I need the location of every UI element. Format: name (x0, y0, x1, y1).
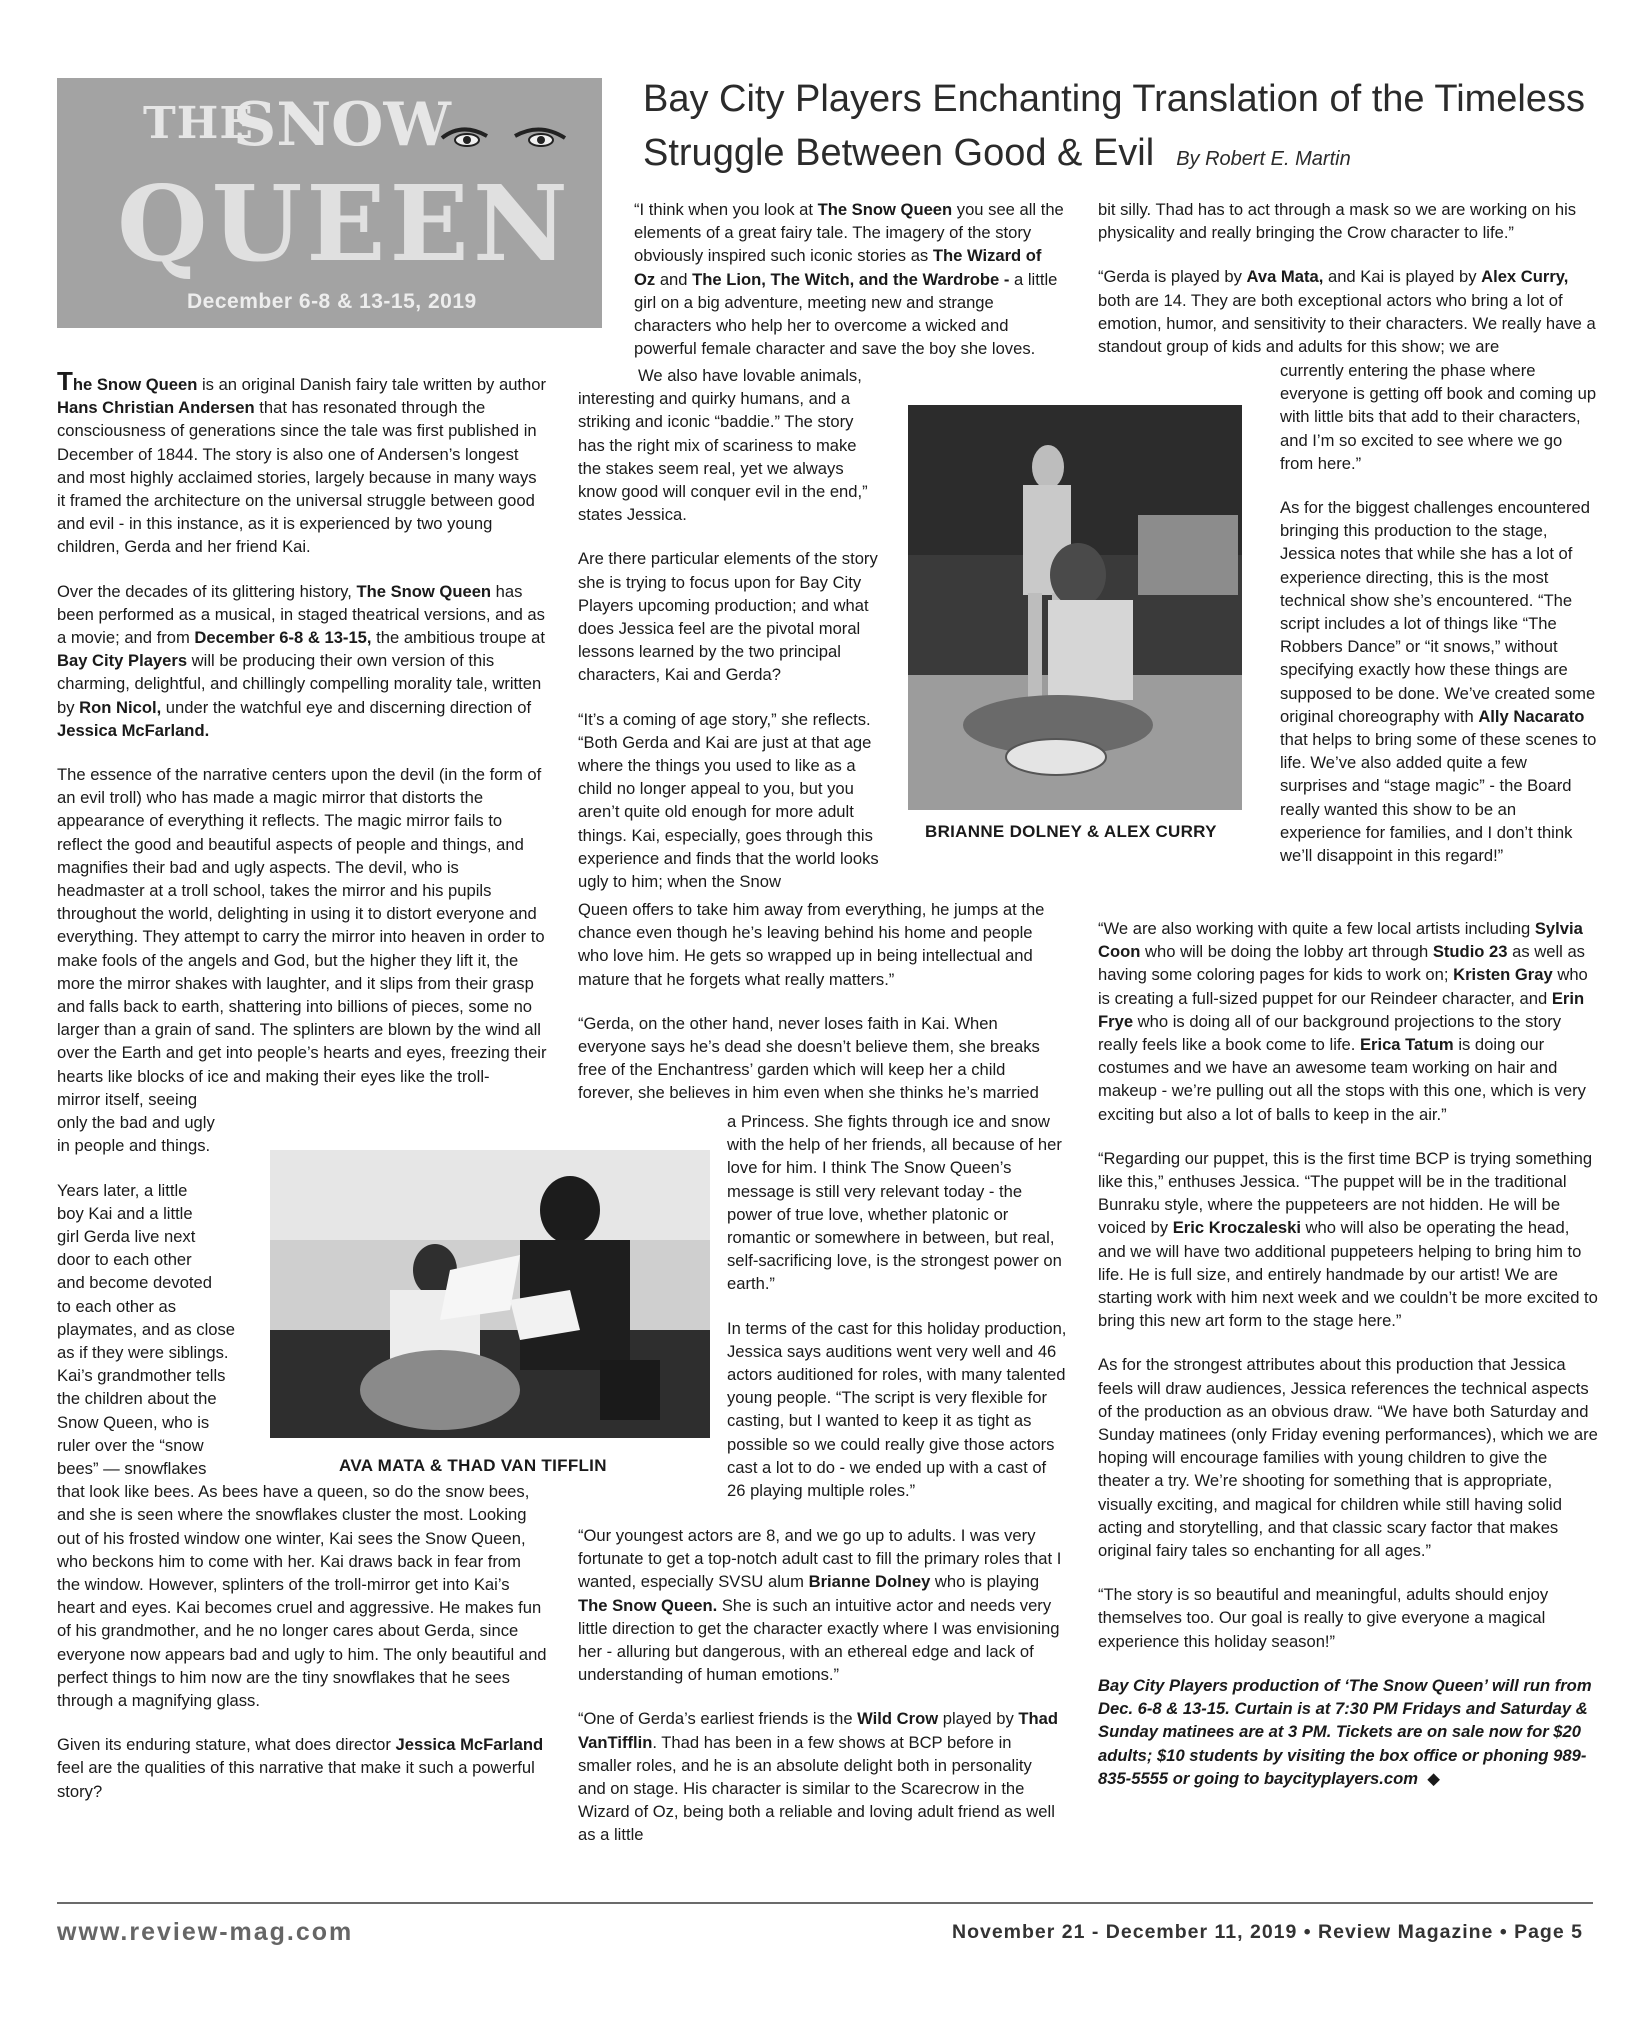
paragraph: bit silly. Thad has to act through a mask so we are working on his physicality and really bringing the Crow character to life.” (1098, 200, 1577, 243)
footer-issue-info: November 21 - December 11, 2019 • Review Magazine • Page 5 (952, 1921, 1583, 1943)
paragraph: “I think when you look at The Snow Queen you see all the elements of a great fairy tale. The imagery of the story obviously inspired such iconic stories as The Wizard of Oz and The Lion, The Witch, and the Wardrobe - a little girl on a big adventure, meeting new and strange characters who help her to overcome a wicked and powerful female character and save the boy she loves. (634, 200, 1064, 359)
article-headline (643, 72, 1603, 186)
logo-title-the: THE (143, 98, 254, 149)
logo-dates: December 6-8 & 13-15, 2019 (187, 290, 477, 313)
caption-photo-bottom: AVA MATA & THAD VAN TIFFLIN (339, 1456, 607, 1475)
article-column-2-narrow (727, 1110, 1067, 1523)
headline-line-1: Bay City Players Enchanting Translation of the Timeless (643, 78, 1586, 120)
paragraph: As for the strongest attributes about this production that Jessica feels will draw audiences, Jessica references the technical aspects of the production as an obvious draw. “We have both Saturday and Sunday matinees (only Friday evening performances), which we are hoping will encourage families with young children to give the theater a try. We’re shooting for something that is appropriate, visually exciting, and magical for children while still having solid acting and storytelling, and that classic scary factor that makes original fairy tales so enchanting for all ages.” (1098, 1355, 1598, 1561)
paragraph: Bay City Players production of ‘The Snow Queen’ will run from Dec. 6-8 & 13-15. Curtain is at 7:30 PM Fridays and Saturday & Sunday matinees are at 3 PM. Tickets are on sale now for $20 adults; $10 students by visiting the box office or phoning 989-835-5555 or going to baycityplayers.com ◆ (1098, 1675, 1592, 1788)
article-column-2-bottom (578, 1524, 1064, 1868)
paragraph: The Snow Queen is an original Danish fairy tale written by author Hans Christian Andersen that has resonated through the consciousness of generations since the tale was first published in December of 1844. The story is also one of Andersen’s longest and most highly acclaimed stories, largely because in many ways it framed the architecture on the universal struggle between good and evil - in this instance, as it is experienced by two young children, Gerda and her friend Kai. (57, 366, 547, 557)
headline-line-2 (643, 126, 1603, 186)
paragraph: The essence of the narrative centers upon the devil (in the form of an evil troll) who has made a magic mirror that distorts the appearance of everything it reflects. The magic mirror fails to reflect the good and beautiful aspects of people and things, and magnifies their bad and ugly aspects. The devil, who is headmaster at a troll school, takes the mirror and his pupils throughout the world, delighting in using it to distort everyone and everything. They attempt to carry the mirror into heaven in order to make fools of the angels and God, but the higher they lift it, the more the mirror shakes with laughter, and it slips from their grasp and falls back to earth, shattering into billions of pieces, some no larger than a grain of sand. The splinters are blown by the wind all over the Earth and get into people’s hearts and eyes, freezing their hearts like blocks of ice and making their eyes like the troll- mirror itself, seeing only the bad and ugly in people and things. (57, 765, 547, 1156)
paragraph: “Our youngest actors are 8, and we go up to adults. I was very fortunate to get a top-notch adult cast to fill the primary roles that I wanted, especially SVSU alum Brianne Dolney who is playing The Snow Queen. She is such an intuitive actor and needs very little direction to get the character exactly where I was envisioning her - alluring but dangerous, with an ethereal edge and lack of understanding of human emotions.” (578, 1526, 1062, 1685)
eyes-icon (437, 118, 577, 152)
photo-brianne-alex (908, 405, 1242, 810)
paragraph: Queen offers to take him away from everything, he jumps at the chance even though he’s leaving behind his home and people who love him. He gets so wrapped up in being intellectual and mature that he forgets what really matters.” (578, 900, 1045, 989)
paragraph: “It’s a coming of age story,” she reflects. “Both Gerda and Kai are just at that age where the things you used to like as a child no longer appeal to you, but you aren’t quite old enough for more adult things. Kai, especially, goes through this experience and finds that the world looks ugly to him; when the Snow (578, 709, 879, 892)
article-column-2-wide (578, 898, 1064, 1126)
paragraph: currently entering the phase where everyone is getting off book and coming up with little bits that add to their characters, and I’m so excited to see where we go from here.” (1280, 361, 1597, 473)
byline: By Robert E. Martin (1176, 148, 1351, 170)
footer-divider (57, 1902, 1593, 1904)
paragraph: As for the biggest challenges encountered bringing this production to the stage, Jessica notes that while she has a lot of experience directing, this is the most technical show she’s encountered. “The script includes a lot of things like “The Robbers Dance” or “it snows,” without specifying exactly how these things are supposed to be done. We’ve created some original choreography with Ally Nacarato that helps to bring some of these scenes to life. We’ve also added quite a few surprises and “stage magic” - the Board really wanted this show to be an experience for families, and I don’t think we’ll disappoint in this regard!” (1280, 498, 1597, 866)
photo-ava-thad (270, 1150, 710, 1438)
logo-title-snow: SNOW (233, 90, 451, 160)
paragraph: “One of Gerda’s earliest friends is the Wild Crow played by Thad VanTifflin. Thad has been in a few shows at BCP before in smaller roles, and he is an absolute delight both in personality and on stage. His character is similar to the Scarecrow in the Wizard of Oz, being both a reliable and loving adult friend as well as a little (578, 1709, 1059, 1845)
paragraph: In terms of the cast for this holiday production, Jessica says auditions went very well and 46 actors auditioned for roles, with many talented young people. “The script is very flexible for casting, but I wanted to keep it as tight as possible so we could really give those actors cast a lot to do - we ended up with a cast of 26 playing multiple roles.” (727, 1318, 1067, 1501)
logo-title-queen: QUEEN (117, 162, 572, 285)
paragraph: Are there particular elements of the story she is trying to focus upon for Bay City Players upcoming production; and what does Jessica feel are the pivotal moral lessons learned by the two principal characters, Kai and Gerda? (578, 549, 878, 685)
paragraph: We also have lovable animals, interesting and quirky humans, and a striking and iconic “baddie.” The story has the right mix of scariness to make the stakes seem real, yet we always know good will conquer evil in the end,” states Jessica. (578, 366, 868, 525)
paragraph: “We are also working with quite a few local artists including Sylvia Coon who will be doing the lobby art through Studio 23 as well as having some coloring pages for kids to work on; Kristen Gray who is creating a full-sized puppet for our Reindeer character, and Erin Frye who is doing all of our background projections to the story really feels like a book come to life. Erica Tatum is doing our costumes and we have an awesome team working on hair and makeup - we’re pulling out all the stops with this one, which is very exciting but also a lot of balls to keep in the air.” (1098, 919, 1588, 1124)
paragraph: “Gerda, on the other hand, never loses faith in Kai. When everyone says he’s dead she doesn’t believe them, she breaks free of the Enchantress’ garden which will keep her a child forever, she believes in him even when she thinks he’s married (578, 1013, 1040, 1103)
article-column-3 (1098, 917, 1598, 1811)
stage-photo-image (270, 1150, 710, 1438)
paragraph: “Regarding our puppet, this is the first time BCP is trying something like this,” enthuses Jessica. “The puppet will be in the traditional Bunraku style, where the puppeteers are not hidden. He will be voiced by Eric Kroczaleski who will also be operating the head, and we will have two additional puppeteers helping to bring him to life. He is full size, and entirely handmade by our artist! We are starting work with him next week and we couldn’t be more excited to bring this new art form to the stage here.” (1098, 1148, 1598, 1331)
paragraph: “The story is so beautiful and meaningful, adults should enjoy themselves too. Our goal is really to give everyone a magical experience this holiday season!” (1098, 1585, 1549, 1651)
article-column-3-narrow (1280, 359, 1598, 888)
caption-photo-top: BRIANNE DOLNEY & ALEX CURRY (925, 822, 1217, 841)
stage-photo-image (908, 405, 1242, 810)
article-column-1 (57, 366, 547, 1824)
paragraph: Given its enduring stature, what does director Jessica McFarland feel are the qualities of this narrative that make it such a powerful story? (57, 1735, 544, 1801)
show-logo (57, 78, 602, 328)
paragraph: “Gerda is played by Ava Mata, and Kai is played by Alex Curry, both are 14. They are both exceptional actors who bring a lot of emotion, humor, and sensitivity to their characters. We really have a standout group of kids and adults for this show; we are (1098, 267, 1596, 357)
paragraph: Years later, a little boy Kai and a little girl Gerda live next door to each other and become devoted to each other as playmates, and as close as if they were siblings. Kai’s grandmother tells the children about the Snow Queen, who is ruler over the “snow bees” — snowflakes that look like bees. As bees have a queen, so do the snow bees, and she is seen where the snowflakes cluster the most. Looking out of his frosted window one winter, Kai sees the Snow Queen, who beckons him to come with her. Kai draws back in fear from the window. However, splinters of the troll-mirror get into Kai’s heart and eyes. Kai becomes cruel and aggressive. He makes fun of his grandmother, and he no longer cares about Gerda, since everyone now appears bad and ugly to him. The only beautiful and perfect things to him now are the tiny snowflakes that he sees through a magnifying glass. (57, 1180, 547, 1710)
article-column-2 (578, 364, 880, 914)
paragraph: a Princess. She fights through ice and snow with the help of her friends, all because of her love for him. I think The Snow Queen’s message is still very relevant today - the power of true love, whether platonic or romantic or somewhere in between, but real, self-sacrificing love, is the strongest power on earth.” (727, 1112, 1062, 1294)
article-column-3-top (1098, 198, 1598, 379)
article-column-2-top (634, 198, 1064, 381)
paragraph: Over the decades of its glittering history, The Snow Queen has been performed as a musical, in staged theatrical versions, and as a movie; and from December 6-8 & 13-15, the ambitious troupe at Bay City Players will be producing their own version of this charming, delightful, and chillingly compelling morality tale, written by Ron Nicol, under the watchful eye and discerning direction of Jessica McFarland. (57, 581, 545, 740)
headline-line-2-text: Struggle Between Good & Evil (643, 132, 1155, 174)
footer-website-url[interactable]: www.review-mag.com (57, 1918, 354, 1946)
